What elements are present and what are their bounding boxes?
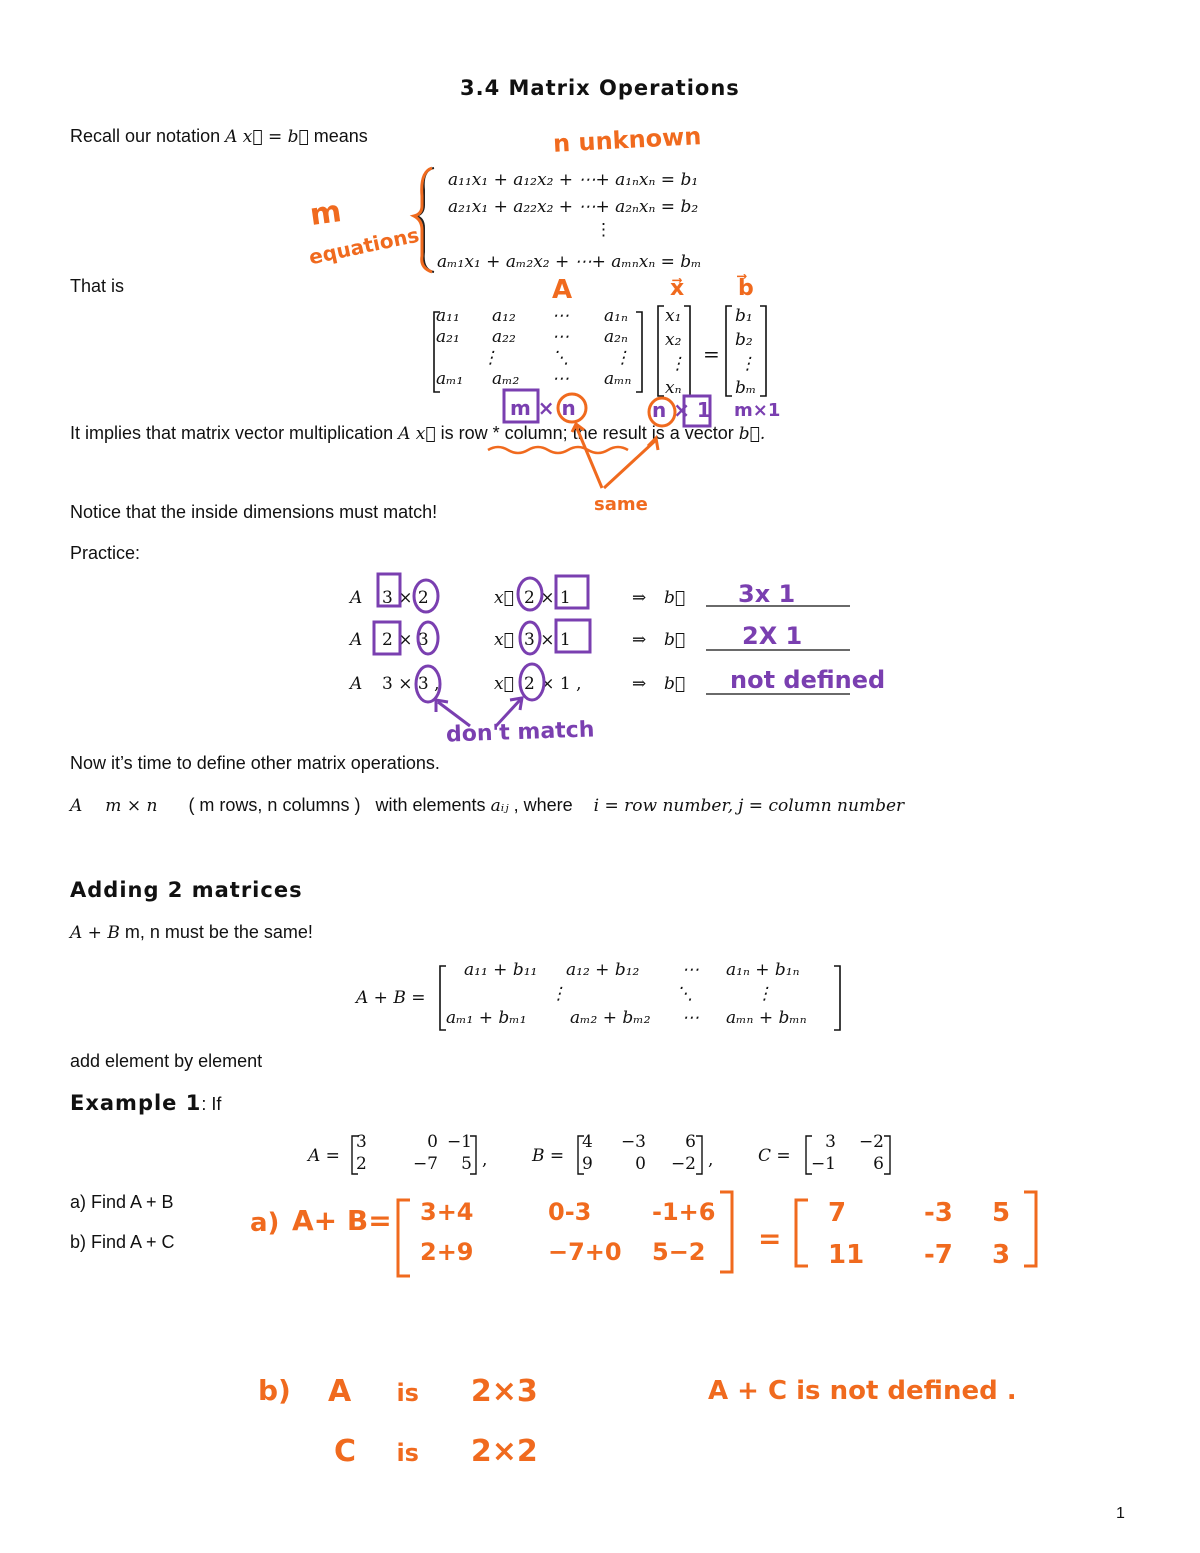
practice-b: b⃗ [664,630,686,650]
section-heading: Adding 2 matrices [70,878,303,902]
equation-1: a₁₁x₁ + a₁₂x₂ + ⋯+ a₁ₙxₙ = b₁ [448,170,699,190]
cell: ⋮ [669,354,686,374]
cell: 3 [356,1132,367,1152]
b-matrix-A: A [328,1374,352,1409]
cell: ⋮ [614,348,631,368]
m-note: m [307,193,344,234]
cell: 0 [635,1154,646,1174]
solution-b-conclusion: A + C is not defined . [708,1376,1017,1406]
practice-A: A [350,588,363,608]
matrix-C [810,1132,884,1174]
practice-x-dim: 2 × 1 , [524,674,582,694]
cell: aₘ₂ [492,369,520,389]
cell: ⋮ [739,354,756,374]
practice-A-dim: 3 × 3 , [382,674,440,694]
cell: 3 [825,1132,836,1152]
cell: −1 [810,1154,836,1174]
equation-vdots: ⋮ [595,220,612,240]
same-note: same [594,494,648,515]
equation-m: aₘ₁x₁ + aₘ₂x₂ + ⋯+ aₘₙxₙ = bₘ [437,252,702,272]
recall-math: A x⃗ = b⃗ [225,127,309,147]
def-A: A [70,796,83,816]
cell: aₘₙ + bₘₙ [726,1008,807,1028]
cell: -1+6 [652,1198,716,1226]
label-A: A [552,275,573,305]
practice-A-dim: 3 × 2 , [382,588,440,608]
cell: -7 [924,1240,953,1270]
cell: ⋯ [552,306,569,326]
cell: −2 [858,1132,884,1152]
vector-x [665,304,686,400]
notice-text: Notice that the inside dimensions must match! [70,502,438,522]
cell: 0-3 [548,1198,592,1226]
cell: 2 [356,1154,367,1174]
practice-arrow: ⇒ [632,588,647,608]
practice-A: A [350,630,363,650]
A-lhs: A = [308,1146,340,1166]
practice-label: Practice: [70,543,141,563]
question-a: a) Find A + B [70,1192,174,1212]
solution-b-label: b) [258,1374,291,1407]
b-matrix-C: C [334,1434,357,1469]
cell: b₂ [735,330,753,350]
implies-b: b⃗. [738,424,766,444]
cell: 11 [828,1240,865,1270]
cell: 2+9 [420,1238,474,1266]
practice-arrow: ⇒ [632,674,647,694]
cell: a₂₂ [492,327,516,347]
equation-2: a₂₁x₁ + a₂₂x₂ + ⋯+ a₂ₙxₙ = b₂ [448,197,699,217]
practice-x-dim: 2 × 1 [524,588,571,608]
dont-match-note: don't match [445,717,595,748]
solution-a-result [828,1198,1032,1270]
solution-a-sum [420,1198,732,1266]
cell: 5 [992,1198,1011,1228]
cell: aₘ₁ + bₘ₁ [446,1008,527,1028]
example-label: Example 1 [70,1091,202,1115]
cell: ⋯ [552,327,569,347]
cell: ⋱ [552,348,569,368]
example-suffix: : If [201,1094,222,1114]
cell: a₁ₙ [604,306,628,326]
recall-line [70,126,368,147]
cell: a₁₂ [492,306,516,326]
C-lhs: C = [758,1146,791,1166]
practice-A-dim: 2 × 3 , [382,630,440,650]
dim-m-x-n: m × n [510,396,576,420]
cell: ⋮ [756,984,773,1004]
n-unknown-note: n unknown [552,122,703,158]
practice-b: b⃗ [664,588,686,608]
sum-lhs: A + B = [356,988,426,1008]
def-elements: with elements [375,795,486,815]
def-rows: ( m rows, n columns ) [188,795,361,815]
cell: −1 [446,1132,472,1152]
cell: 7 [828,1198,847,1228]
cell: x₂ [665,330,682,350]
def-i: i = row number, [593,796,734,816]
practice-b: b⃗ [664,674,686,694]
cell: 3+4 [420,1198,474,1226]
practice-A: A [350,674,363,694]
cell: ⋮ [482,348,499,368]
cell: aₘ₂ + bₘ₂ [570,1008,651,1028]
implies-prefix: It implies that matrix vector multiplication [70,423,394,443]
implies-mid: is row * column; the result is a vector [440,423,734,443]
cell: 5−2 [652,1238,706,1266]
implies-line [70,423,765,444]
now-text: Now it’s time to define other matrix operations. [70,753,440,773]
cell: −7+0 [548,1238,622,1266]
cell: a₂₁ [436,327,460,347]
cell: 5 [461,1154,472,1174]
dim-m-x-1: m×1 [734,400,781,421]
solution-b-line1 [328,1374,538,1409]
solution-a-label: a) [250,1208,280,1238]
comma: , [482,1150,488,1170]
equations-note: equations [306,222,422,270]
question-b: b) Find A + C [70,1232,175,1252]
solution-a-lhs: A+ B= [292,1204,392,1237]
label-x: x⃗ [670,276,685,301]
cell: 9 [582,1154,593,1174]
def-aij: aᵢⱼ [490,796,509,816]
cell: a₁₂ + b₁₂ [566,960,640,980]
practice-answer: 3x 1 [738,580,796,608]
cell: b₁ [735,306,753,326]
cell: 6 [685,1132,696,1152]
sum-matrix [446,960,836,1028]
that-is-label: That is [70,276,125,296]
page-title: 3.4 Matrix Operations [460,76,740,100]
matrix-A [356,1132,472,1174]
practice-x: x⃗ [494,674,514,694]
cell: −3 [620,1132,646,1152]
cell: −7 [412,1154,438,1174]
rule-text: m, n must be the same! [124,922,313,942]
def-dim: m × n [105,796,158,816]
cell: -3 [924,1198,953,1228]
cell: ⋯ [552,369,569,389]
solution-a-eq: = [758,1222,782,1255]
cell: aₘₙ [604,369,632,389]
page-number: 1 [1116,1505,1125,1522]
label-b: b⃗ [738,276,754,301]
equals-sign: = [703,342,720,366]
cell: a₁ₙ + b₁ₙ [726,960,800,980]
practice-x: x⃗ [494,588,514,608]
dim-n-x-1: n × 1 [652,398,711,422]
cell: aₘ₁ [436,369,464,389]
adding-rule [70,922,313,943]
cell: x₁ [665,306,682,326]
recall-suffix: means [313,126,368,146]
comma: , [708,1150,714,1170]
vector-b [735,304,756,400]
cell: a₁₁ [436,306,460,326]
b-is: is [396,1439,419,1467]
B-lhs: B = [532,1146,565,1166]
b-is: is [396,1379,419,1407]
def-where: , where [513,795,573,815]
cell [550,984,672,1004]
cell: ⋯ [682,960,699,980]
practice-x-dim: 3 × 1 [524,630,571,650]
cell: ⋯ [682,1008,699,1028]
example-heading [70,1091,221,1115]
system-brace [416,168,434,272]
cell [492,348,552,368]
b-dim-A: 2×3 [470,1374,538,1409]
cell: bₘ [735,378,757,398]
cell: xₙ [665,378,682,398]
rule-math: A + B [70,923,120,943]
cell: −2 [670,1154,696,1174]
practice-arrow: ⇒ [632,630,647,650]
practice-x: x⃗ [494,630,514,650]
implies-math: A x⃗ [398,424,436,444]
definition-line [70,795,904,816]
cell: ⋮ [550,984,567,1004]
matrix-B [582,1132,696,1174]
practice-answer: not defined [730,666,886,694]
cell: a₁₁ + b₁₁ [464,960,538,980]
def-j: j = column number [738,796,905,816]
b-dim-C: 2×2 [470,1434,538,1469]
practice-answer: 2X 1 [742,622,803,650]
cell: 3 [992,1240,1011,1270]
add-text: add element by element [70,1051,263,1071]
recall-prefix: Recall our notation [70,126,221,146]
cell: 6 [873,1154,884,1174]
cell: 0 [427,1132,438,1152]
cell: ⋱ [676,984,693,1004]
orange-brace [414,168,432,272]
cell: a₂ₙ [604,327,628,347]
matrix-A-system [436,306,640,389]
solution-b-line2 [334,1434,538,1469]
cell: 4 [582,1132,593,1152]
